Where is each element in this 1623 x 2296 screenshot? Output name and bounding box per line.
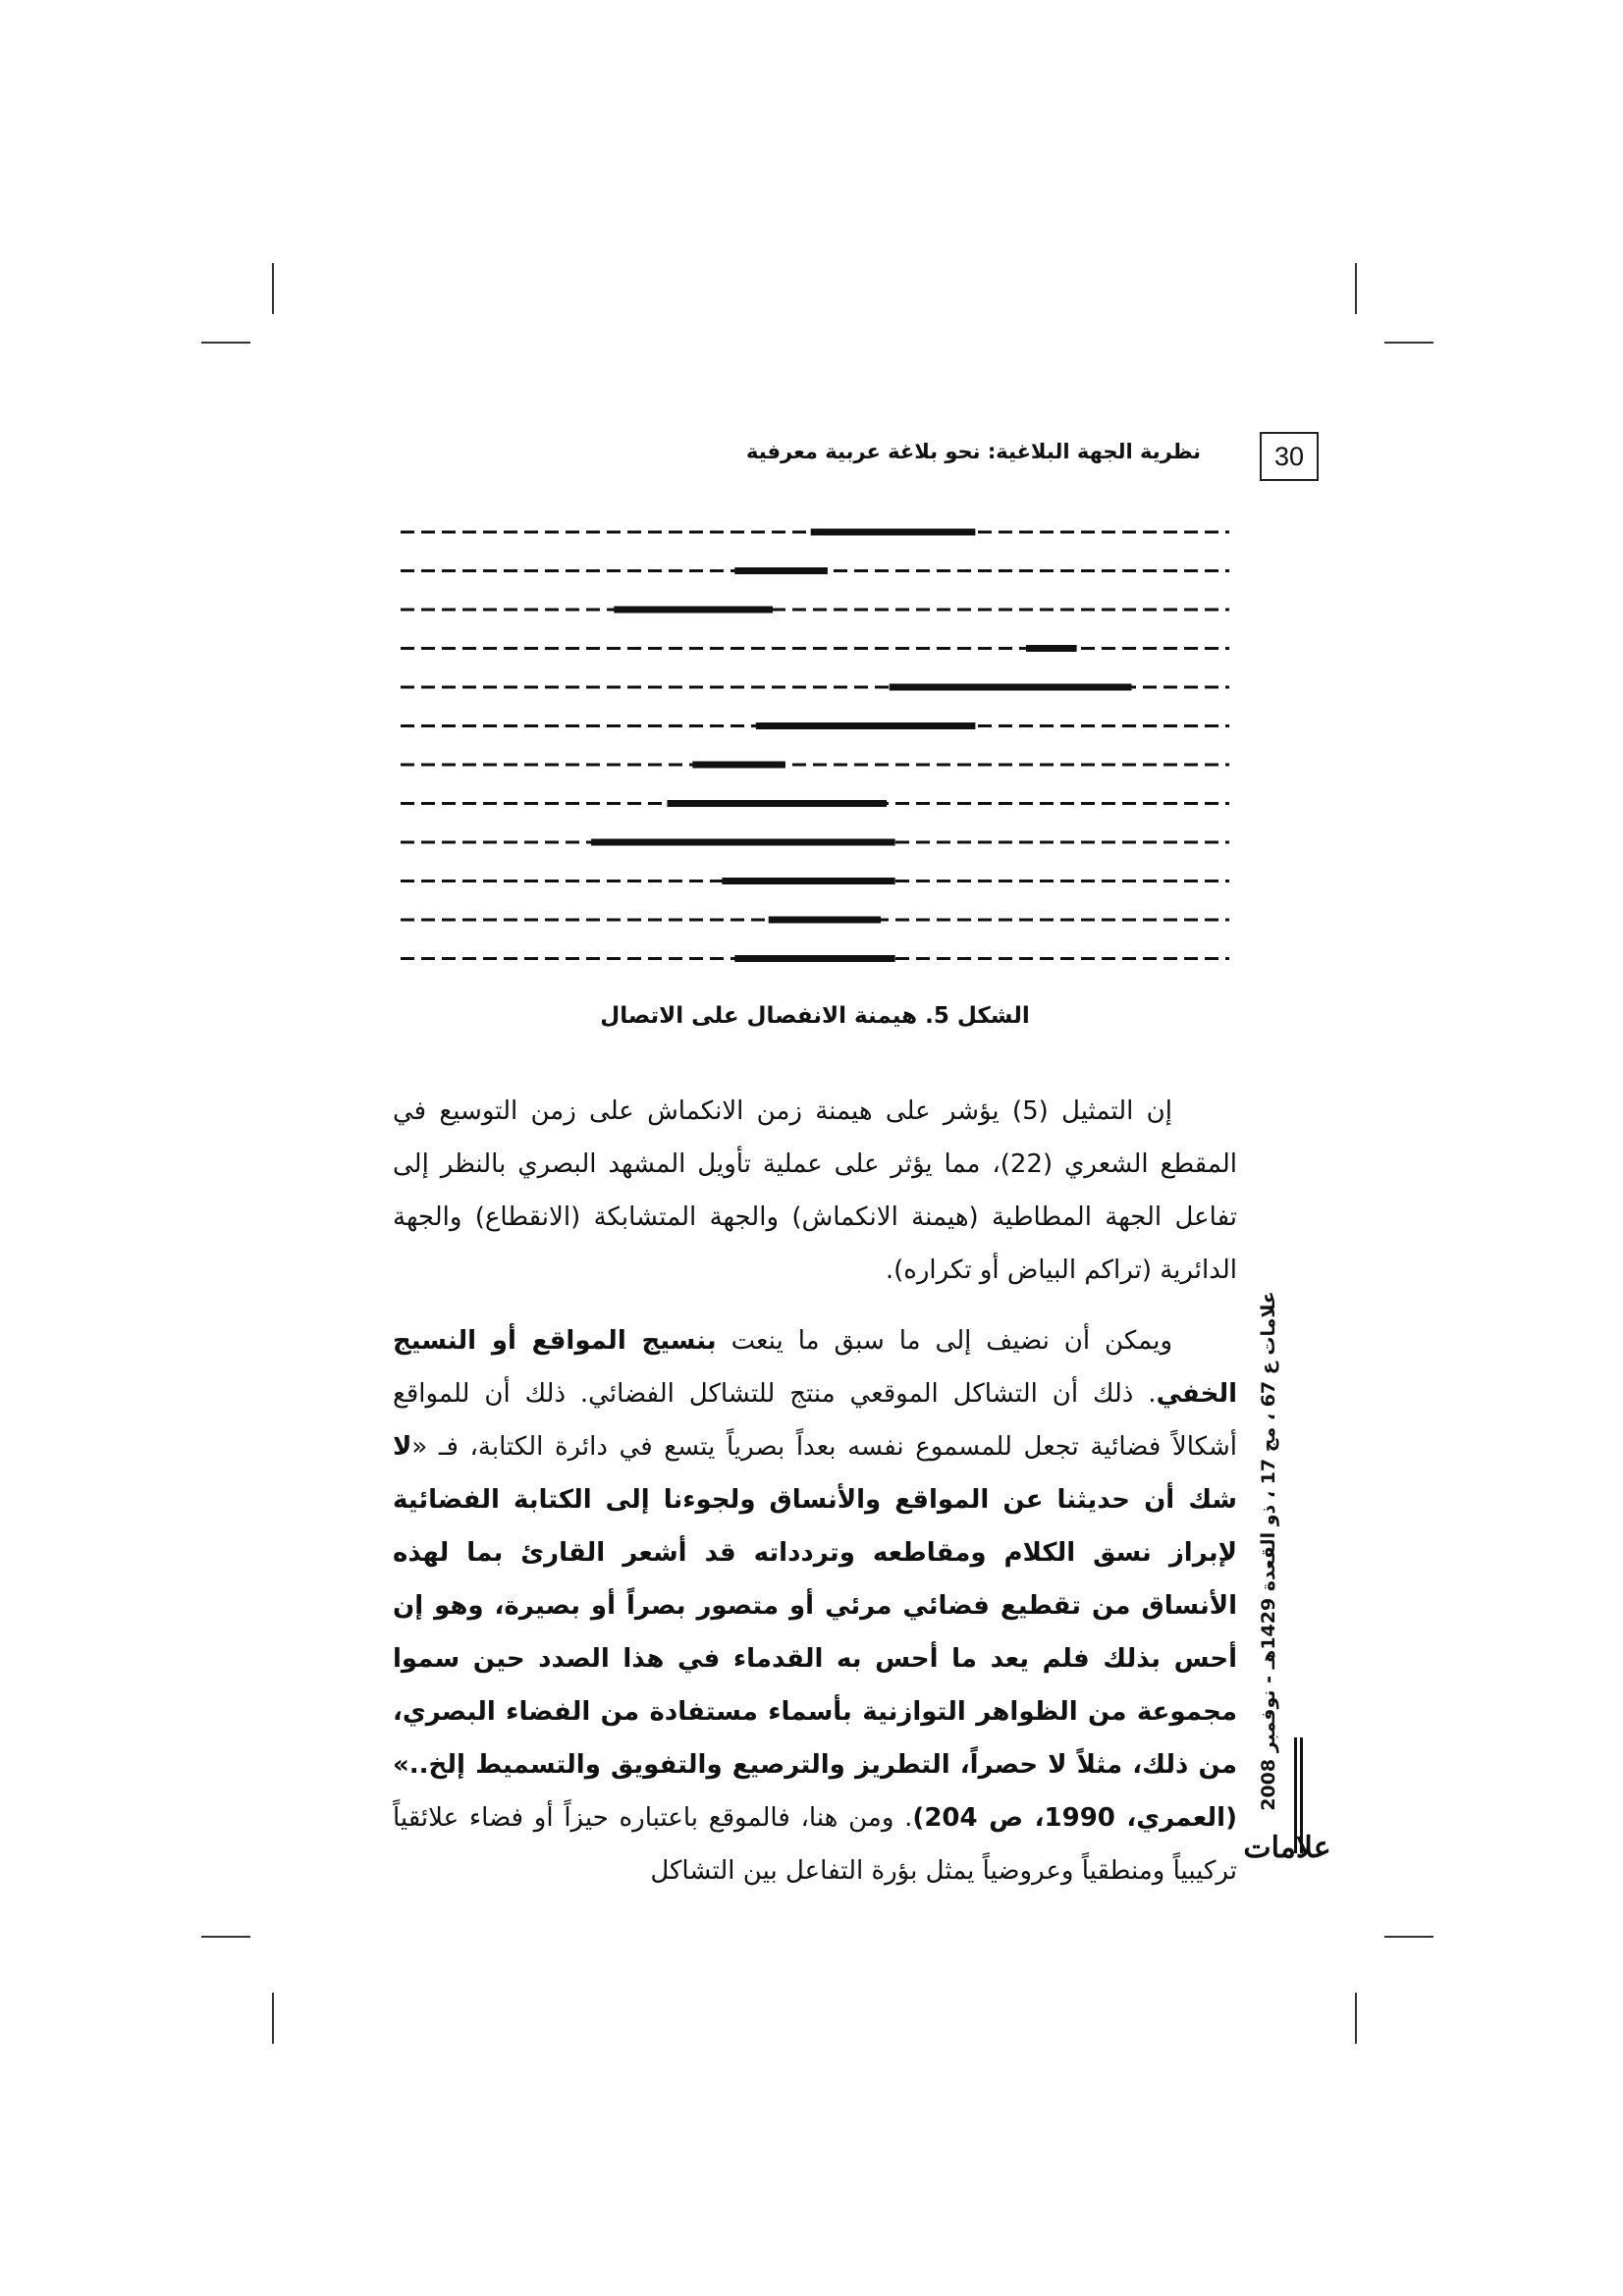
paragraph-2-intro: ويمكن أن نضيف إلى ما سبق ما ينعت	[716, 1326, 1172, 1356]
paragraph-2	[393, 1314, 1237, 1897]
figure-5-diagram	[393, 510, 1237, 972]
figure-caption: الشكل 5. هيمنة الانفصال على الاتصال	[600, 1003, 1030, 1029]
paragraph-2-continuation: . ومن هنا، فالموقع باعتباره حيزاً أو فضاء علائقياً تركيبياً ومنطقياً وعروضياً يمثل بؤرة التفاعل بين التشاكل	[393, 1803, 1237, 1886]
running-header: نظرية الجهة البلاغية: نحو بلاغة عربية معرفية	[745, 440, 1201, 463]
journal-info: علامات ع 67 ، مج 17 ، ذو القعدة 1429هـ - نوفمبر 2008	[1258, 1291, 1280, 1811]
journal-logo: علامات	[1243, 1830, 1331, 1865]
crop-mark	[1384, 1936, 1434, 1938]
crop-mark	[272, 263, 274, 314]
crop-mark	[272, 1993, 274, 2044]
paragraph-2-quote: لا شك أن حديثنا عن المواقع والأنساق ولجوءنا إلى الكتابة الفضائية لإبراز نسق الكلام ومقاطعه وتردداته قد أشعر القارئ بما لهذه الأنساق من تقطيع فضائي مرئي أو متصور بصراً أو بصيرة، وهو إن أحس بذلك فلم يعد ما أحس به القدماء في هذا الصدد حين سموا مجموعة من الظواهر التوازنية بأسماء مستفادة من الفضاء البصري، من ذلك، مثلاً لا حصراً، التطريز والترصيع والتفويق والتسميط إلخ..» (العمري، 1990، ص 204)	[393, 1432, 1237, 1833]
paragraph-2-text: . ذلك أن التشاكل الموقعي منتج للتشاكل الفضائي. ذلك أن للمواقع أشكالاً فضائية تجعل للمسموع نفسه بعداً بصرياً يتسع في دائرة الكتابة، فـ «	[393, 1379, 1237, 1462]
crop-mark	[1355, 263, 1357, 314]
crop-mark	[201, 342, 250, 344]
paragraph-1-text: إن التمثيل (5) يؤشر على هيمنة زمن الانكماش على زمن التوسيع في المقطع الشعري (22)، مما يؤثر على عملية تأويل المشهد البصري بالنظر إلى تفاعل الجهة المطاطية (هيمنة الانكماش) والجهة المتشابكة (الانقطاع) والجهة الدائرية (تراكم البياض أو تكراره).	[393, 1096, 1238, 1285]
crop-mark	[1355, 1993, 1357, 2044]
journal-sidebar	[1244, 1286, 1293, 1816]
paragraph-1	[393, 1085, 1237, 1297]
crop-mark	[1384, 342, 1434, 344]
paragraph-2-term: بنسيج المواقع أو النسيج الخفي	[393, 1326, 1237, 1409]
page-number: 30	[1260, 432, 1319, 481]
crop-mark	[201, 1936, 250, 1938]
